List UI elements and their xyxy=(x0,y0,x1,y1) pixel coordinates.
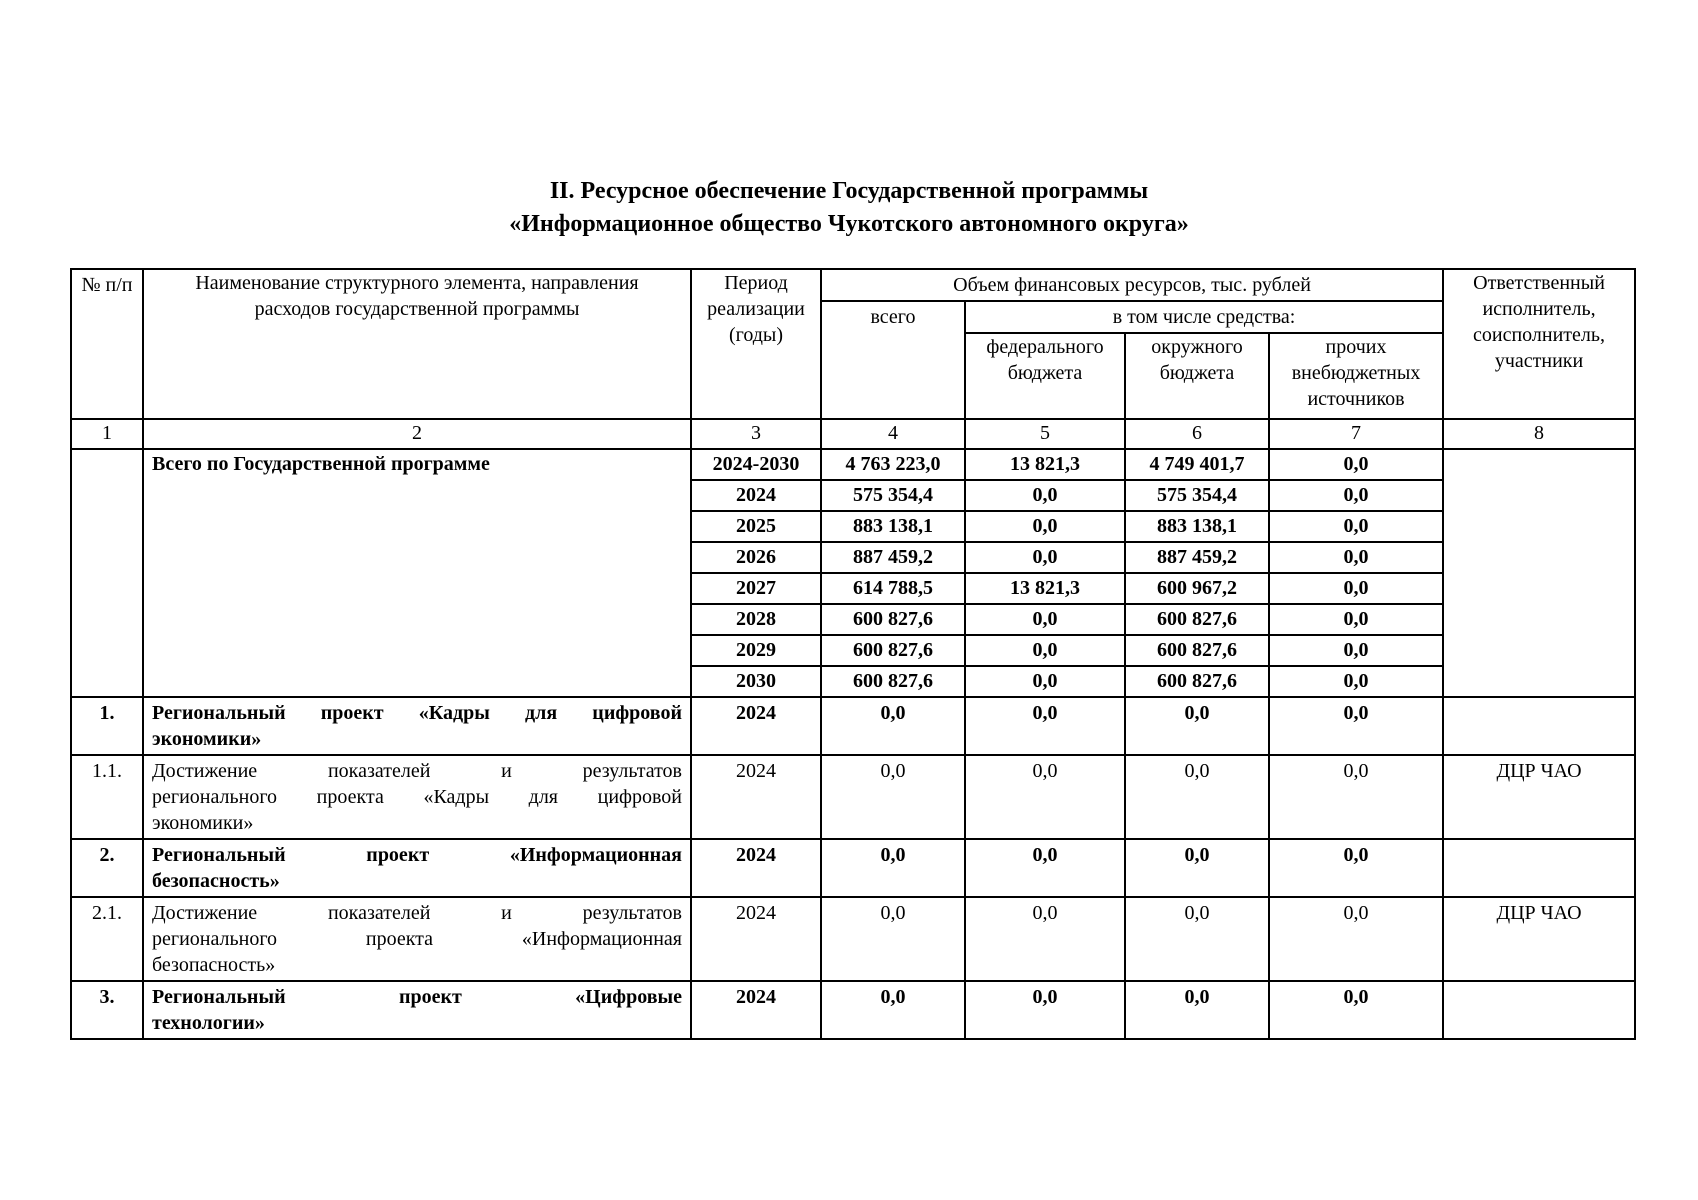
col-number: 8 xyxy=(1443,419,1635,449)
other-cell: 0,0 xyxy=(1269,449,1443,480)
name-line: экономики» xyxy=(152,728,262,750)
period-cell: 2027 xyxy=(691,573,821,604)
federal-cell: 0,0 xyxy=(965,897,1125,981)
name-line: безопасность» xyxy=(152,870,280,892)
other-cell: 0,0 xyxy=(1269,697,1443,755)
period-cell: 2024 xyxy=(691,981,821,1039)
total-cell: 0,0 xyxy=(821,981,965,1039)
summary-responsible-cell xyxy=(1443,449,1635,697)
header-federal: федерального бюджета xyxy=(965,333,1125,419)
federal-cell: 0,0 xyxy=(965,666,1125,697)
col-number: 5 xyxy=(965,419,1125,449)
district-cell: 575 354,4 xyxy=(1125,480,1269,511)
period-cell: 2024 xyxy=(691,755,821,839)
summary-row xyxy=(71,449,1635,480)
item-name xyxy=(143,697,691,755)
other-cell: 0,0 xyxy=(1269,511,1443,542)
total-cell: 4 763 223,0 xyxy=(821,449,965,480)
federal-cell: 0,0 xyxy=(965,697,1125,755)
item-name xyxy=(143,839,691,897)
item-name xyxy=(143,981,691,1039)
col-number: 3 xyxy=(691,419,821,449)
other-cell: 0,0 xyxy=(1269,897,1443,981)
district-cell: 600 827,6 xyxy=(1125,635,1269,666)
document-title xyxy=(0,175,1698,241)
summary-num-cell xyxy=(71,449,143,697)
name-line: Достижение показателей и результатов xyxy=(152,760,682,782)
total-cell: 575 354,4 xyxy=(821,480,965,511)
header-period: Период реализации (годы) xyxy=(691,269,821,419)
item-num: 2.1. xyxy=(71,897,143,981)
federal-cell: 0,0 xyxy=(965,839,1125,897)
federal-cell: 13 821,3 xyxy=(965,449,1125,480)
period-cell: 2025 xyxy=(691,511,821,542)
period-cell: 2024 xyxy=(691,697,821,755)
period-cell: 2028 xyxy=(691,604,821,635)
col-number: 2 xyxy=(143,419,691,449)
other-cell: 0,0 xyxy=(1269,755,1443,839)
name-line: Региональный проект «Кадры для цифровой xyxy=(152,702,682,724)
table-row xyxy=(71,897,1635,981)
period-cell: 2024 xyxy=(691,480,821,511)
table-row xyxy=(71,981,1635,1039)
header-total: всего xyxy=(821,301,965,419)
other-cell: 0,0 xyxy=(1269,981,1443,1039)
total-cell: 887 459,2 xyxy=(821,542,965,573)
item-num: 2. xyxy=(71,839,143,897)
responsible-cell xyxy=(1443,981,1635,1039)
header-volume: Объем финансовых ресурсов, тыс. рублей xyxy=(821,269,1443,301)
responsible-cell: ДЦР ЧАО xyxy=(1443,755,1635,839)
name-line: регионального проекта «Информационная xyxy=(152,928,682,950)
total-cell: 0,0 xyxy=(821,755,965,839)
column-numbers-row xyxy=(71,419,1635,449)
name-line: регионального проекта «Кадры для цифровой xyxy=(152,786,682,808)
table-row xyxy=(71,697,1635,755)
col-number: 4 xyxy=(821,419,965,449)
district-cell: 0,0 xyxy=(1125,755,1269,839)
period-cell: 2029 xyxy=(691,635,821,666)
other-cell: 0,0 xyxy=(1269,666,1443,697)
other-cell: 0,0 xyxy=(1269,480,1443,511)
district-cell: 0,0 xyxy=(1125,697,1269,755)
header-other: прочих внебюджетных источников xyxy=(1269,333,1443,419)
district-cell: 600 967,2 xyxy=(1125,573,1269,604)
total-cell: 883 138,1 xyxy=(821,511,965,542)
federal-cell: 0,0 xyxy=(965,604,1125,635)
table-row xyxy=(71,755,1635,839)
title-line-1: II. Ресурсное обеспечение Государственной программы xyxy=(549,178,1149,204)
name-line: безопасность» xyxy=(152,954,276,976)
federal-cell: 0,0 xyxy=(965,755,1125,839)
other-cell: 0,0 xyxy=(1269,604,1443,635)
summary-name: Всего по Государственной программе xyxy=(143,449,691,697)
district-cell: 4 749 401,7 xyxy=(1125,449,1269,480)
period-cell: 2026 xyxy=(691,542,821,573)
total-cell: 0,0 xyxy=(821,897,965,981)
name-line: экономики» xyxy=(152,812,254,834)
federal-cell: 0,0 xyxy=(965,635,1125,666)
district-cell: 883 138,1 xyxy=(1125,511,1269,542)
responsible-cell: ДЦР ЧАО xyxy=(1443,897,1635,981)
total-cell: 600 827,6 xyxy=(821,604,965,635)
header-num: № п/п xyxy=(71,269,143,419)
district-cell: 0,0 xyxy=(1125,981,1269,1039)
federal-cell: 0,0 xyxy=(965,542,1125,573)
header-name: Наименование структурного элемента, направления расходов государственной программы xyxy=(143,269,691,419)
other-cell: 0,0 xyxy=(1269,542,1443,573)
title-line-2: «Информационное общество Чукотского автономного округа» xyxy=(509,211,1189,237)
other-cell: 0,0 xyxy=(1269,635,1443,666)
item-name xyxy=(143,755,691,839)
item-name xyxy=(143,897,691,981)
district-cell: 600 827,6 xyxy=(1125,666,1269,697)
district-cell: 0,0 xyxy=(1125,897,1269,981)
district-cell: 600 827,6 xyxy=(1125,604,1269,635)
resources-table xyxy=(70,268,1636,1040)
total-cell: 600 827,6 xyxy=(821,666,965,697)
period-cell: 2030 xyxy=(691,666,821,697)
col-number: 7 xyxy=(1269,419,1443,449)
period-cell: 2024 xyxy=(691,897,821,981)
header-including: в том числе средства: xyxy=(965,301,1443,333)
period-cell: 2024-2030 xyxy=(691,449,821,480)
col-number: 1 xyxy=(71,419,143,449)
responsible-cell xyxy=(1443,839,1635,897)
federal-cell: 13 821,3 xyxy=(965,573,1125,604)
other-cell: 0,0 xyxy=(1269,573,1443,604)
name-line: Региональный проект «Информационная xyxy=(152,844,682,866)
table-row xyxy=(71,839,1635,897)
name-line: Региональный проект «Цифровые xyxy=(152,986,682,1008)
total-cell: 0,0 xyxy=(821,697,965,755)
header-responsible: Ответственный исполнитель, соисполнитель, участники xyxy=(1443,269,1635,419)
federal-cell: 0,0 xyxy=(965,480,1125,511)
name-line: технологии» xyxy=(152,1012,265,1034)
federal-cell: 0,0 xyxy=(965,511,1125,542)
district-cell: 0,0 xyxy=(1125,839,1269,897)
header-district: окружного бюджета xyxy=(1125,333,1269,419)
other-cell: 0,0 xyxy=(1269,839,1443,897)
responsible-cell xyxy=(1443,697,1635,755)
total-cell: 600 827,6 xyxy=(821,635,965,666)
federal-cell: 0,0 xyxy=(965,981,1125,1039)
item-num: 1. xyxy=(71,697,143,755)
item-num: 1.1. xyxy=(71,755,143,839)
total-cell: 614 788,5 xyxy=(821,573,965,604)
col-number: 6 xyxy=(1125,419,1269,449)
district-cell: 887 459,2 xyxy=(1125,542,1269,573)
total-cell: 0,0 xyxy=(821,839,965,897)
item-num: 3. xyxy=(71,981,143,1039)
name-line: Достижение показателей и результатов xyxy=(152,902,682,924)
period-cell: 2024 xyxy=(691,839,821,897)
